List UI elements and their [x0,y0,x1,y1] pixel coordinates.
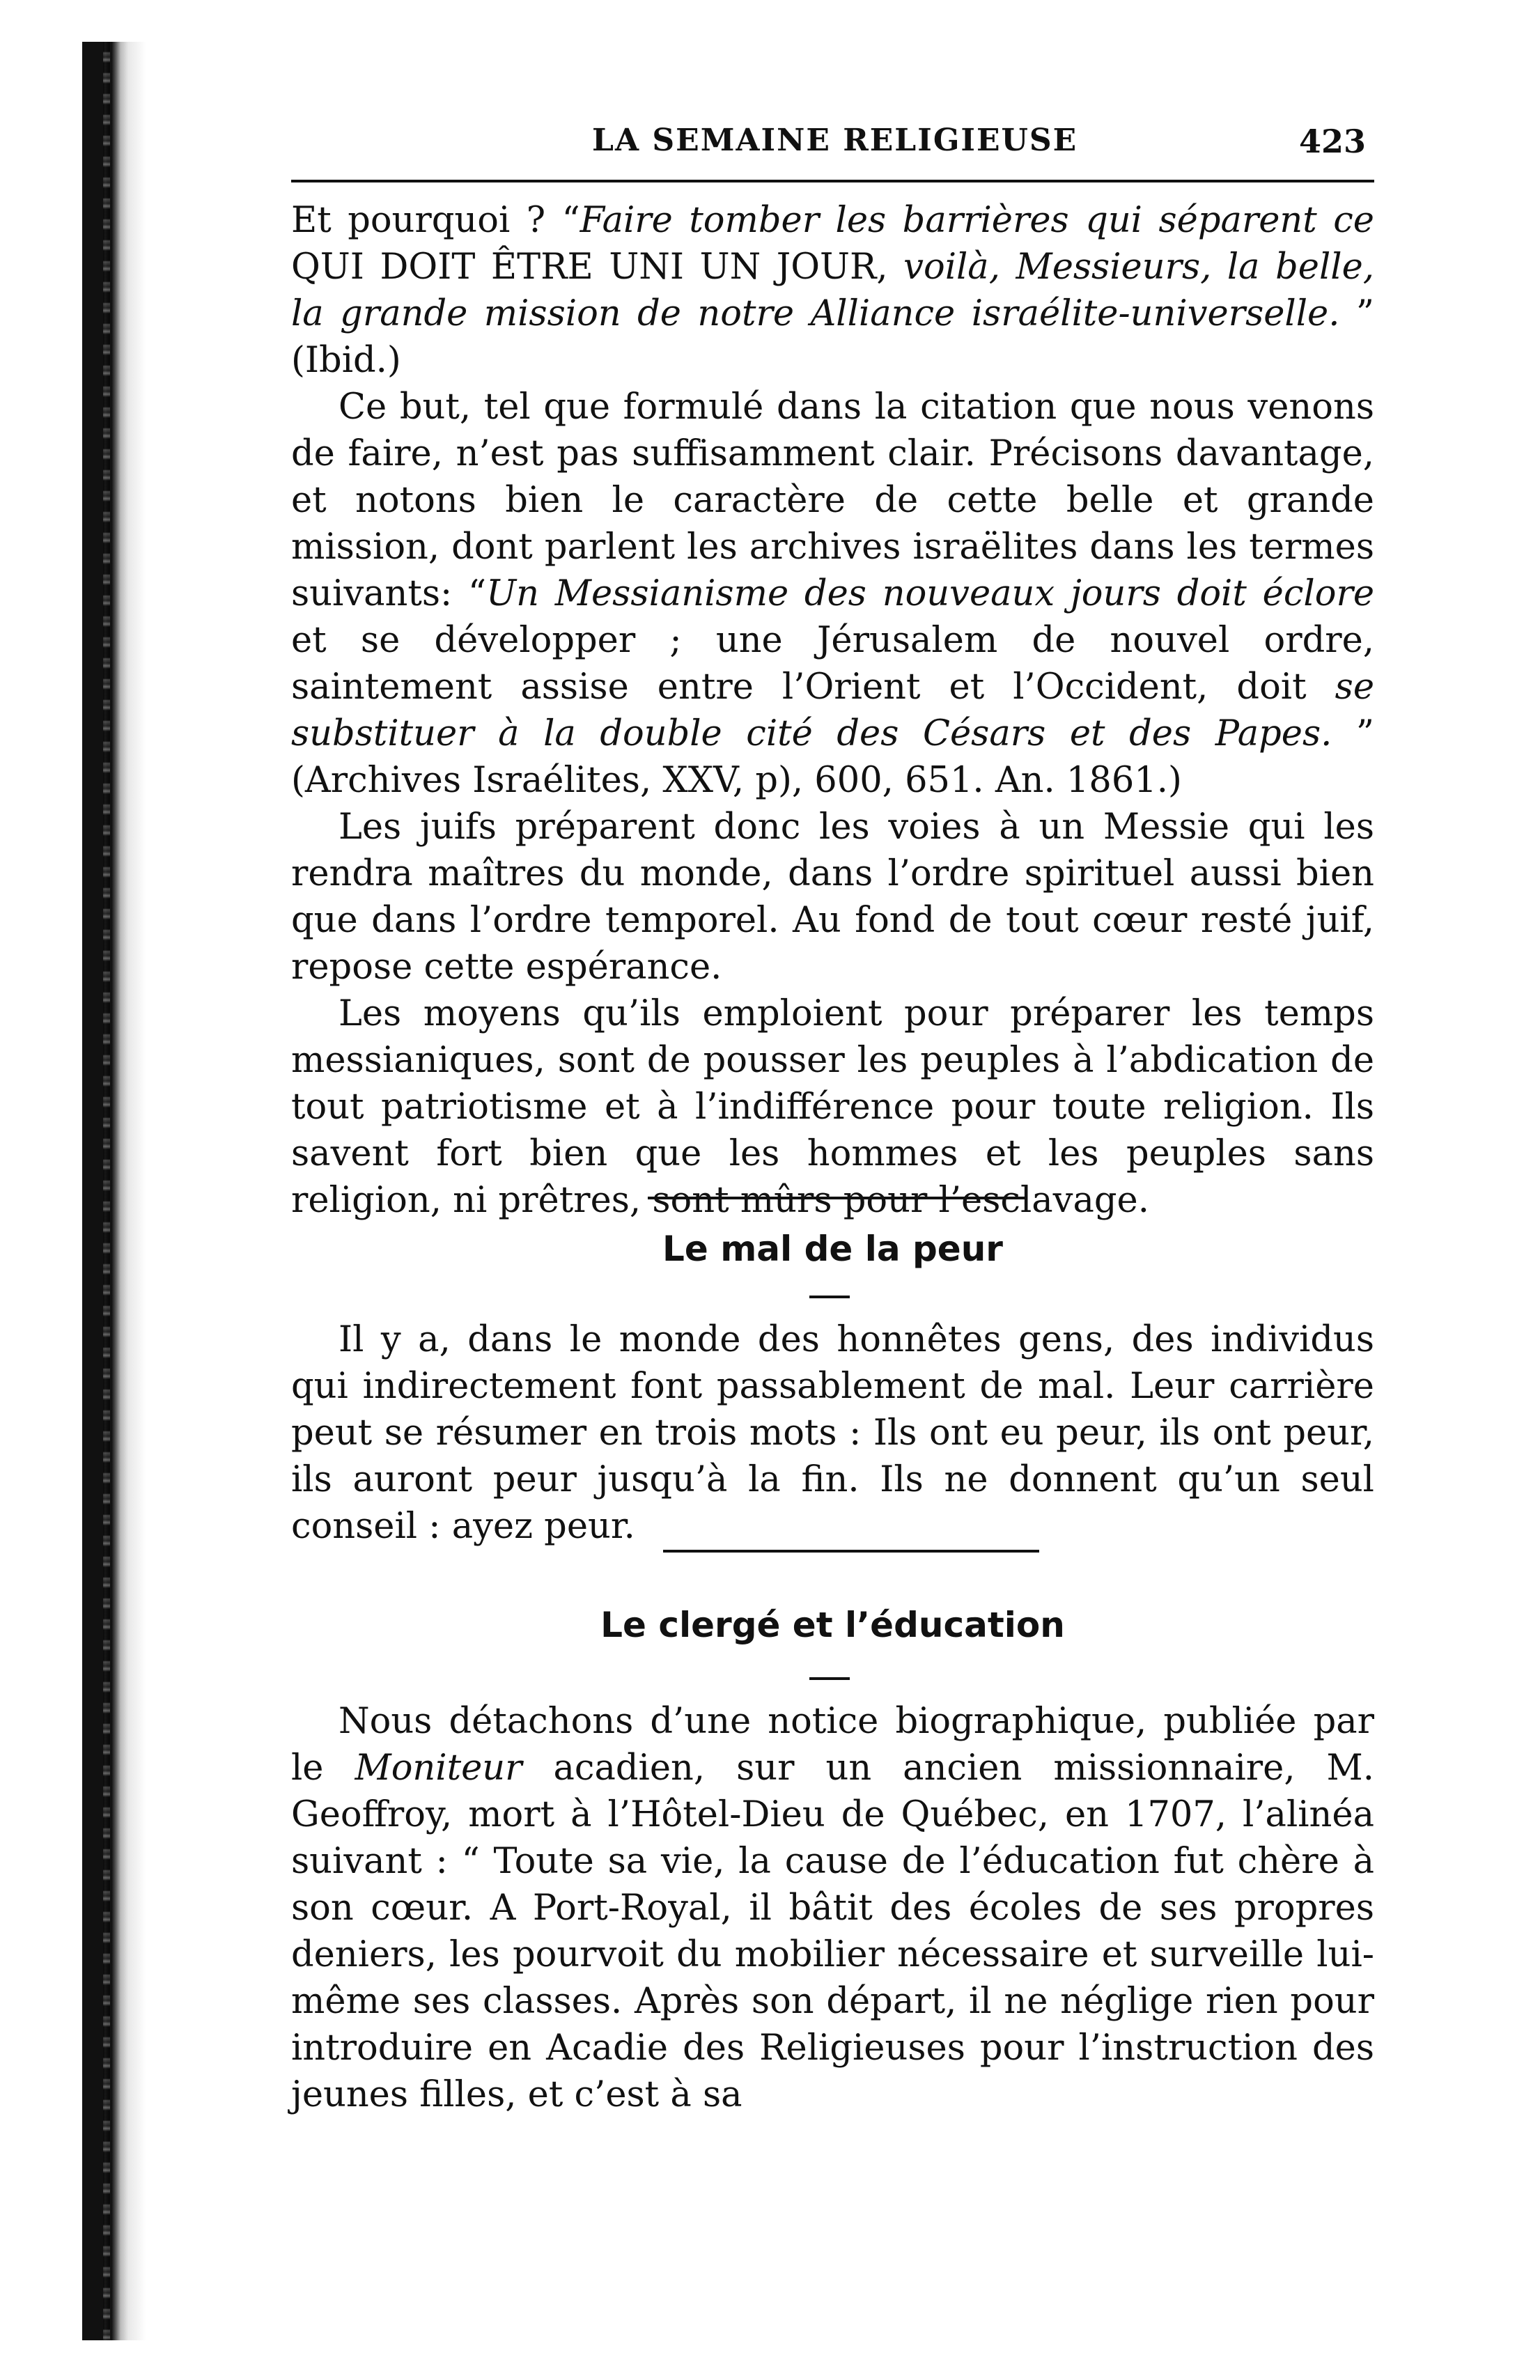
text-run: Ce but, tel que formulé dans la citation que nous venons de faire, n’est pas suffisamment clair. Précisons davantage, et notons bien le caractère de cette belle et grande mission, dont parlent les archives israëlites dans les termes suivants: “ [291,387,1374,614]
paragraph [291,384,1374,804]
text-run: Nous détachons d’une notice biographique, publiée par le [291,1701,1374,1789]
paragraph: Les juifs préparent donc les voies à un Messie qui les rendra maîtres du monde, dans l’ordre spirituel aussi bien que dans l’ordre temporel. Au fond de tout cœur resté juif, repose cette espérance. [291,807,1374,988]
article-3-body [291,1698,1374,2118]
section-title: Le clergé et l’éducation [600,1605,1065,1645]
small-caps-text: QUI DOIT ÊTRE UNI UN JOUR, [291,247,888,288]
paragraph: Il y a, dans le monde des honnêtes gens, des individus qui indirectement font passablement de mal. Leur carrière peut se résumer en trois mots : Ils ont eu peur, ils ont peur, ils auront peur jusqu’à la fin. Ils ne donnent qu’un seul conseil : ayez peur. [291,1319,1374,1547]
text-run: acadien, sur un ancien missionnaire, M. Geoffroy, mort à l’Hôtel-Dieu de Québec, en 1707, l’alinéa suivant : “ Toute sa vie, la cause de l’éducation fut chère à son cœur. A Port-Royal, il bâtit des écoles de ses propres deniers, les pourvoit du mobilier nécessaire et surveille lui-même ses classes. Après son départ, il ne néglige rien pour introduire en Acadie des Religieuses pour l’instruction des jeunes filles, et c’est à sa [291,1748,1374,2115]
italic-title: Moniteur [355,1748,522,1789]
paragraph [291,1698,1374,2118]
text-run: et se développer ; une Jérusalem de nouvel ordre, saintement assise entre l’Orient et l’Occident, doit [291,620,1374,708]
section-separator [648,1197,1025,1199]
italic-quote: se substituer à la double cité des Césars et des Papes. [291,667,1374,754]
italic-quote: Faire tomber les barrières qui séparent ce [580,200,1374,241]
paragraph: Les moyens qu’ils emploient pour préparer les temps messianiques, sont de pousser les peuples à l’abdication de tout patriotisme et à l’indifférence pour toute religion. Ils savent fort bien que les hommes et les peuples sans religion, ni prêtres, sont mûrs pour l’esclavage. [291,993,1374,1221]
italic-quote: Un Messianisme des nouveaux jours doit éclore [486,573,1375,614]
header-rule [291,180,1374,182]
paragraph [291,197,1374,384]
article-1-body [291,197,1374,1224]
title-dash [809,1296,850,1298]
running-head: LA SEMAINE RELIGIEUSE [592,123,1078,158]
page-number: 423 [1298,123,1366,160]
book-binding-edge [82,42,146,2340]
italic-quote: voilà, Messieurs, la belle, la grande mission de notre Alliance israélite-universelle. [291,247,1374,334]
title-dash [809,1677,850,1680]
section-separator [663,1550,1039,1553]
text-run: ” (Archives Israélites, XXV, p), 600, 651. An. 1861.) [291,713,1374,801]
text-run: ” (Ibid.) [291,293,1374,381]
page-header [291,123,1374,164]
section-title: Le mal de la peur [662,1229,1003,1269]
article-2-body [291,1316,1374,1550]
text-run: Et pourquoi ? “ [291,200,580,241]
